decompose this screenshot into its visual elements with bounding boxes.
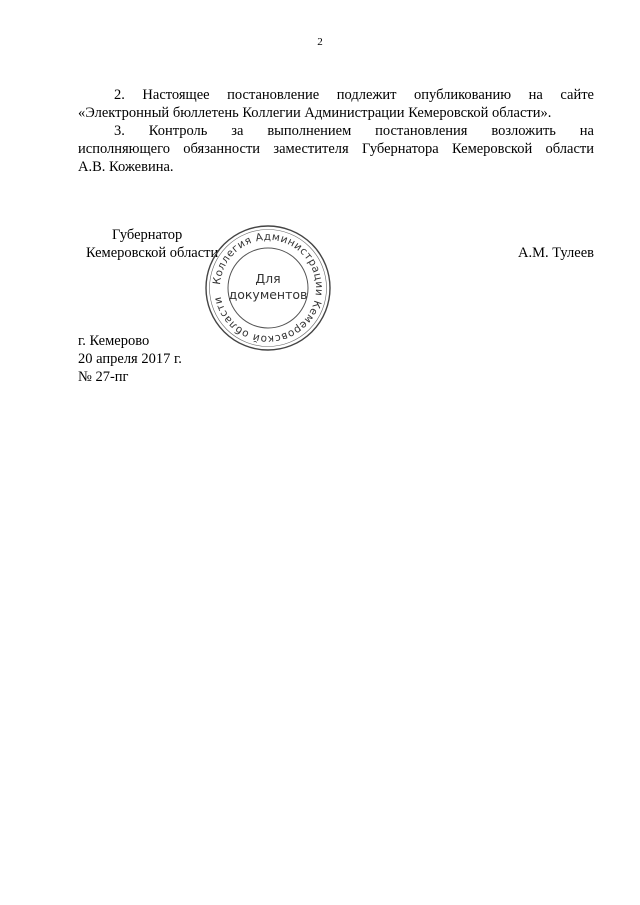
official-seal-stamp: [202, 222, 334, 354]
paragraph-2: [78, 86, 594, 122]
paragraph-3-line-2: исполняющего обязанности заместителя Губернатора Кемеровской области: [78, 141, 594, 157]
issue-city: г. Кемерово: [78, 333, 150, 349]
page-number: 2: [317, 36, 323, 48]
seal-center-line-2: документов: [228, 287, 308, 302]
paragraph-3-line-3: А.В. Кожевина.: [78, 159, 174, 175]
seal-center-line-1: Для: [255, 271, 281, 286]
paragraph-3: [78, 122, 594, 176]
paragraph-2-line-1: 2. Настоящее постановление подлежит опубликованию на сайте: [114, 87, 594, 103]
paragraph-2-line-2: «Электронный бюллетень Коллегии Администрации Кемеровской области».: [78, 105, 552, 121]
document-number: № 27-пг: [78, 369, 129, 385]
signer-name: А.М. Тулеев: [518, 245, 594, 261]
seal-ring-text: Коллегия Администрации Кемеровской области: [211, 230, 326, 346]
signer-title: Губернатор: [112, 227, 183, 243]
paragraph-3-line-1: 3. Контроль за выполнением постановления возложить на: [114, 123, 594, 139]
signer-region: Кемеровской области: [86, 245, 219, 261]
issue-date: 20 апреля 2017 г.: [78, 351, 182, 367]
